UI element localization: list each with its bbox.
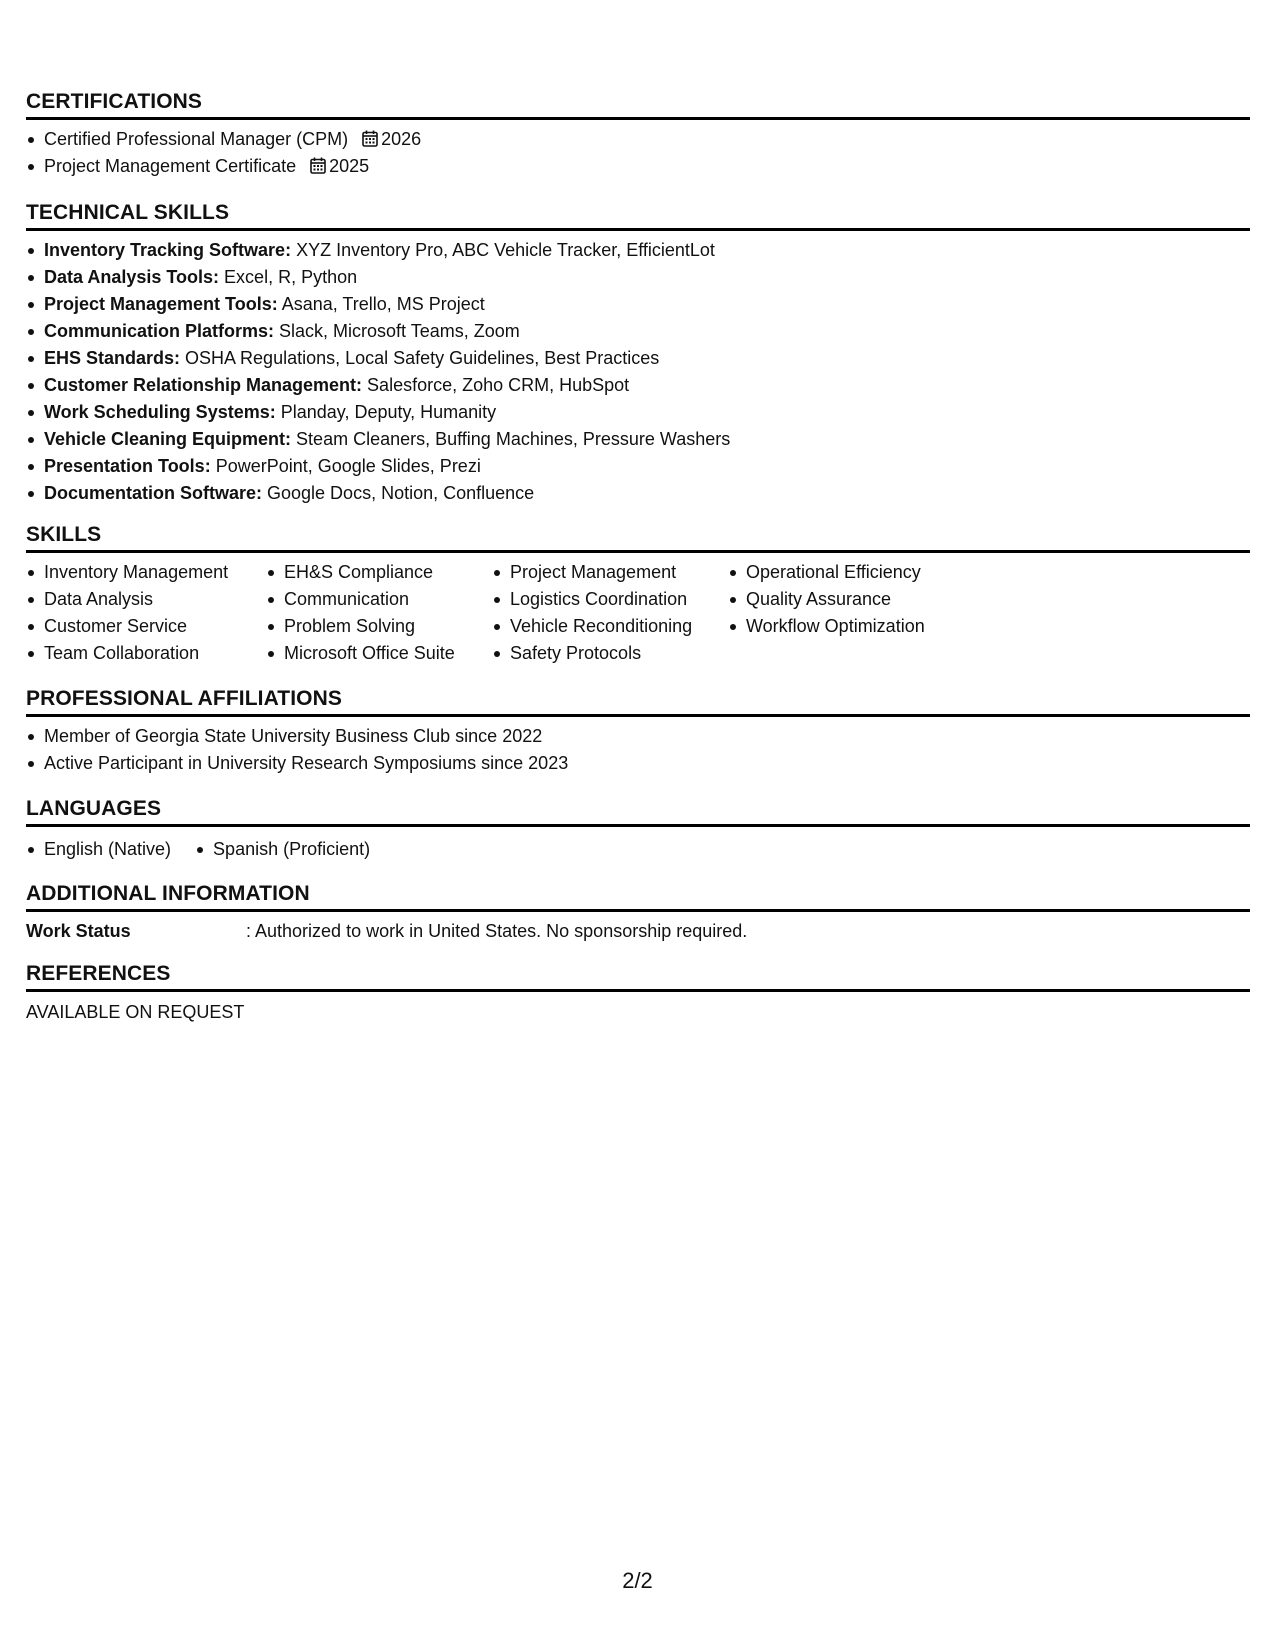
list-item: Project Management <box>492 559 706 586</box>
certifications-section <box>26 88 1250 180</box>
skill-values: Planday, Deputy, Humanity <box>275 402 497 422</box>
list-item: Safety Protocols <box>492 640 706 667</box>
skills-column <box>728 559 958 667</box>
work-status-value: : Authorized to work in United States. No sponsorship required. <box>246 921 748 941</box>
list-item <box>26 153 1250 180</box>
technical-skills-section <box>26 199 1250 507</box>
certification-name: Project Management Certificate <box>44 156 297 176</box>
work-status-label: Work Status <box>26 921 131 941</box>
skill-values: Steam Cleaners, Buffing Machines, Pressure Washers <box>291 429 731 449</box>
languages-heading: LANGUAGES <box>26 795 1250 827</box>
languages-list <box>26 836 394 863</box>
skill-values: Google Docs, Notion, Confluence <box>262 483 535 503</box>
page-number: 2/2 <box>622 1568 653 1593</box>
skills-column <box>26 559 244 667</box>
skill-values: Slack, Microsoft Teams, Zoom <box>274 321 520 341</box>
skill-category: Documentation Software: <box>44 483 263 503</box>
skills-column <box>266 559 470 667</box>
certifications-heading: CERTIFICATIONS <box>26 88 1250 120</box>
technical-skills-heading: TECHNICAL SKILLS <box>26 199 1250 231</box>
work-status-row <box>26 918 1250 945</box>
list-item <box>26 453 1250 480</box>
list-item: Vehicle Reconditioning <box>492 613 706 640</box>
list-item: EH&S Compliance <box>266 559 470 586</box>
skill-values: PowerPoint, Google Slides, Prezi <box>210 456 481 476</box>
skill-values: XYZ Inventory Pro, ABC Vehicle Tracker, EfficientLot <box>291 240 715 260</box>
list-item: Quality Assurance <box>728 586 958 613</box>
skill-values: Excel, R, Python <box>219 267 358 287</box>
list-item: Team Collaboration <box>26 640 244 667</box>
list-item <box>26 318 1250 345</box>
list-item <box>26 399 1250 426</box>
skill-category: Work Scheduling Systems: <box>44 402 276 422</box>
list-item: Active Participant in University Research Symposiums since 2023 <box>26 750 1250 777</box>
list-item <box>26 372 1250 399</box>
skills-heading: SKILLS <box>26 521 1250 553</box>
calendar-icon <box>310 157 326 174</box>
list-item <box>26 345 1250 372</box>
skill-category: EHS Standards: <box>44 348 181 368</box>
references-text: AVAILABLE ON REQUEST <box>26 1002 245 1022</box>
list-item: Logistics Coordination <box>492 586 706 613</box>
technical-skills-list <box>26 237 1250 507</box>
languages-section <box>26 795 1250 863</box>
calendar-icon <box>362 130 378 147</box>
list-item: Problem Solving <box>266 613 470 640</box>
list-item: Operational Efficiency <box>728 559 958 586</box>
list-item: Customer Service <box>26 613 244 640</box>
skill-values: Salesforce, Zoho CRM, HubSpot <box>362 375 630 395</box>
list-item <box>26 291 1250 318</box>
skill-category: Data Analysis Tools: <box>44 267 220 287</box>
list-item: Data Analysis <box>26 586 244 613</box>
certification-year: 2025 <box>329 156 370 176</box>
certification-year: 2026 <box>381 129 422 149</box>
list-item <box>26 426 1250 453</box>
certifications-list <box>26 126 1250 180</box>
skill-category: Project Management Tools: <box>44 294 278 314</box>
list-item <box>26 126 1250 153</box>
skills-grid <box>26 559 1250 667</box>
languages-row <box>26 836 1250 863</box>
list-item <box>26 237 1250 264</box>
skill-category: Presentation Tools: <box>44 456 211 476</box>
list-item: Inventory Management <box>26 559 244 586</box>
list-item <box>26 264 1250 291</box>
skill-category: Customer Relationship Management: <box>44 375 363 395</box>
certification-name: Certified Professional Manager (CPM) <box>44 129 349 149</box>
list-item <box>26 480 1250 507</box>
additional-info-heading: ADDITIONAL INFORMATION <box>26 880 1250 912</box>
skill-category: Communication Platforms: <box>44 321 275 341</box>
affiliations-list <box>26 723 1250 777</box>
additional-info-section <box>26 880 1250 945</box>
list-item: Microsoft Office Suite <box>266 640 470 667</box>
references-section <box>26 960 1250 1026</box>
list-item: Member of Georgia State University Business Club since 2022 <box>26 723 1250 750</box>
skill-values: Asana, Trello, MS Project <box>277 294 485 314</box>
affiliations-section <box>26 685 1250 777</box>
skill-category: Inventory Tracking Software: <box>44 240 292 260</box>
skill-category: Vehicle Cleaning Equipment: <box>44 429 292 449</box>
list-item: English (Native) <box>26 836 171 863</box>
references-heading: REFERENCES <box>26 960 1250 992</box>
list-item: Workflow Optimization <box>728 613 958 640</box>
affiliations-heading: PROFESSIONAL AFFILIATIONS <box>26 685 1250 717</box>
list-item: Communication <box>266 586 470 613</box>
skill-values: OSHA Regulations, Local Safety Guidelines, Best Practices <box>180 348 660 368</box>
skills-section <box>26 521 1250 667</box>
list-item: Spanish (Proficient) <box>195 836 370 863</box>
skills-column <box>492 559 706 667</box>
